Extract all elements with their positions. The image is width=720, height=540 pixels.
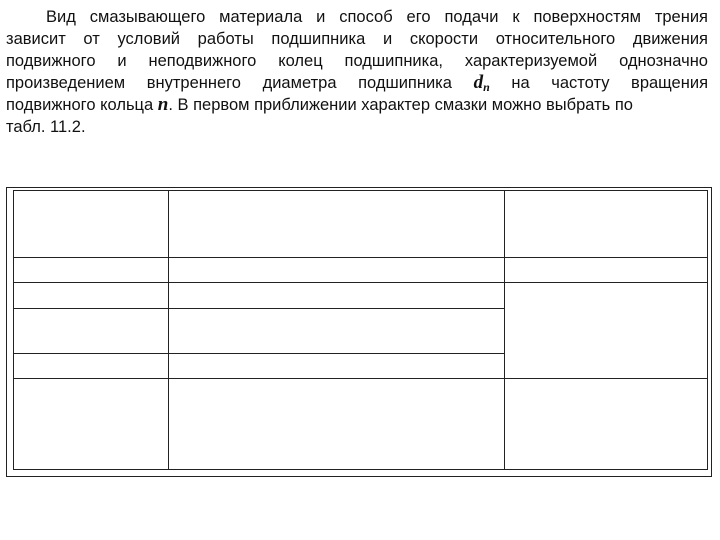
bearing-diameter-letter: d: [473, 72, 484, 93]
table-header-col-1: [14, 191, 168, 257]
line-5-text-before: подвижного кольца: [6, 96, 154, 114]
bearing-diameter-subscript: n: [483, 80, 490, 94]
lubrication-table: [13, 190, 708, 470]
line-4-text-after: на частоту вращения: [511, 74, 708, 92]
table-row-divider-5: [14, 378, 707, 379]
line-5-text-after: . В первом приближении характер смазки можно выбрать по: [168, 96, 633, 114]
table-row-divider-2: [14, 282, 707, 283]
paragraph-line-2: зависит от условий работы подшипника и скорости относительного движения: [6, 30, 708, 48]
table-header-col-2: [169, 191, 504, 257]
paragraph-line-5: [6, 94, 708, 116]
table-col-divider-1: [168, 191, 169, 469]
table-header-col-3: [505, 191, 707, 257]
table-row-divider-4: [14, 353, 504, 354]
bearing-diameter-symbol: [474, 72, 490, 93]
paragraph-line-1: Вид смазывающего материала и способ его подачи к поверхностям трения: [46, 8, 708, 26]
rotation-speed-symbol: n: [157, 94, 169, 115]
paragraph: [6, 6, 708, 138]
paragraph-line-6: табл. 11.2.: [6, 118, 86, 136]
paragraph-line-4: [6, 72, 708, 94]
table-row-divider-3: [14, 308, 504, 309]
table-col-divider-2: [504, 191, 505, 469]
paragraph-line-3: подвижного и неподвижного колец подшипника, характеризуемой однозначно: [6, 52, 708, 70]
line-4-text-before: произведением внутреннего диаметра подшипника: [6, 74, 452, 92]
table-row-divider-header: [14, 257, 707, 258]
